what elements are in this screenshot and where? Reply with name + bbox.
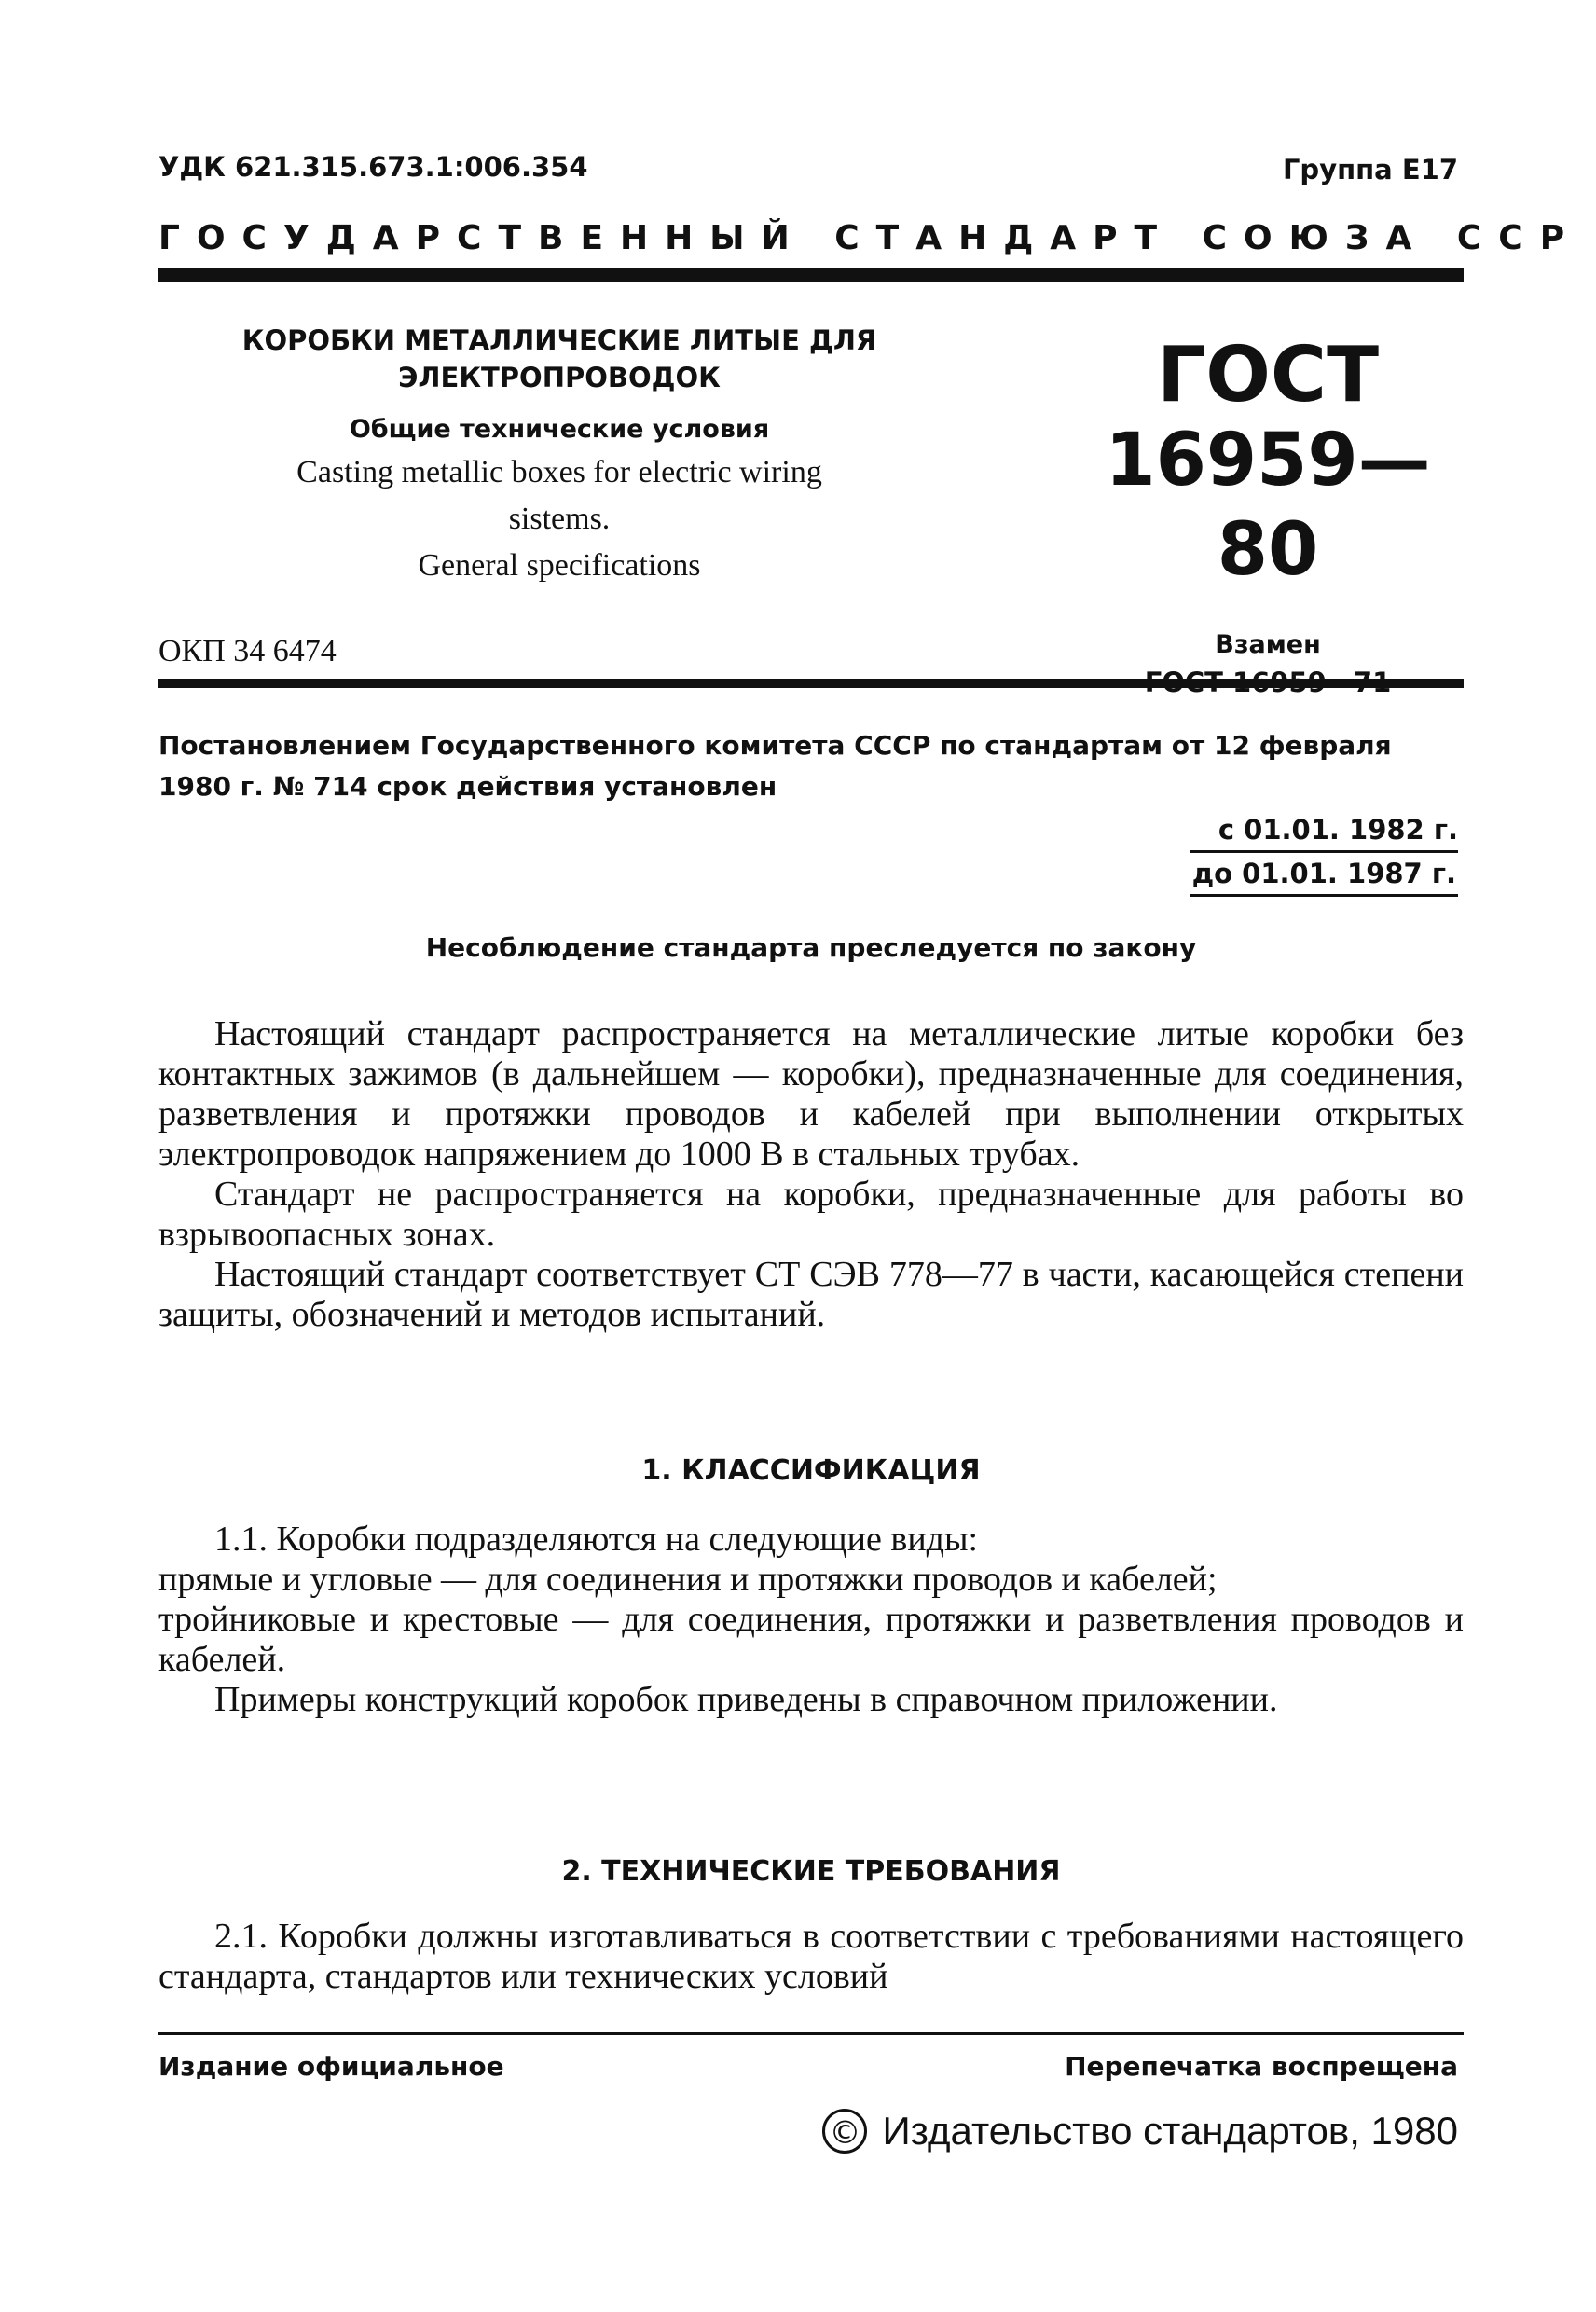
section-1-paragraph: тройниковые и крестовые — для соединения, протяжки и разветвления проводов и кабелей. <box>158 1600 1464 1679</box>
copyright-icon: © <box>822 2109 867 2154</box>
footer-divider <box>158 2032 1464 2035</box>
intro-paragraph: Настоящий стандарт соответствует СТ СЭВ 778—77 в части, касающейся степени защиты, обозначений и методов испытаний. <box>158 1255 1464 1334</box>
section-1-paragraph: 1.1. Коробки подразделяются на следующие виды: <box>214 1520 979 1559</box>
section-2-text <box>158 1917 1464 1997</box>
gost-label: ГОСТ <box>1156 331 1380 420</box>
udk-code: УДК 621.315.673.1:006.354 <box>158 151 588 183</box>
title-ru-line2: ЭЛЕКТРОПРОВОДОК <box>398 362 721 393</box>
title-en-line2: sistems. <box>508 502 611 536</box>
official-edition: Издание официальное <box>158 2051 504 2082</box>
title-en-line3: General specifications <box>418 548 701 583</box>
publisher-name: Издательство стандартов, 1980 <box>882 2109 1458 2153</box>
section-2-heading: 2. ТЕХНИЧЕСКИЕ ТРЕБОВАНИЯ <box>561 1855 1061 1888</box>
section-2-paragraph: 2.1. Коробки должны изготавливаться в соответствии с требованиями настоящего стандарта, стандартов или технических условий <box>158 1917 1464 1996</box>
gost-block <box>1081 331 1454 698</box>
title-ru-line1: КОРОБКИ МЕТАЛЛИЧЕСКИЕ ЛИТЫЕ ДЛЯ <box>241 324 877 356</box>
okp-code: ОКП 34 6474 <box>158 634 337 668</box>
replaces-label: Взамен <box>1215 630 1321 659</box>
title-ru-subtitle: Общие технические условия <box>349 415 770 444</box>
intro-paragraph: Стандарт не распространяется на коробки, предназначенные для работы во взрывоопасных зонах. <box>158 1175 1464 1254</box>
legal-warning: Несоблюдение стандарта преследуется по закону <box>425 932 1197 963</box>
publisher-line <box>822 2109 1458 2154</box>
reprint-notice: Перепечатка воспрещена <box>1065 2051 1458 2082</box>
title-block <box>158 322 960 584</box>
group-code: Группа Е17 <box>1282 154 1458 186</box>
title-en-line1: Casting metallic boxes for electric wiring <box>296 455 822 489</box>
validity-dates <box>1190 809 1458 897</box>
section-1-text <box>158 1520 1464 1720</box>
intro-text <box>158 1014 1464 1335</box>
intro-paragraph: Настоящий стандарт распространяется на металлические литые коробки без контактных зажимов (в дальнейшем — коробки), предназначенные для соединения, разветвления и протяжки проводов и кабелей при выполнении открытых электропроводок напряжением до 1000 В в стальных трубах. <box>158 1014 1464 1174</box>
state-standard-banner: ГОСУДАРСТВЕННЫЙ СТАНДАРТ СОЮЗА ССР <box>158 219 1582 257</box>
decree-text: Постановлением Государственного комитета СССР по стандартам от 12 февраля 1980 г. № 714 срок действия установлен <box>158 730 1392 802</box>
valid-from: с 01.01. 1982 г. <box>1218 814 1458 846</box>
title-divider <box>158 679 1464 688</box>
section-1-paragraph: Примеры конструкций коробок приведены в справочном приложении. <box>214 1680 1278 1719</box>
valid-to: до 01.01. 1987 г. <box>1190 850 1458 897</box>
gost-number: 16959—80 <box>1105 419 1431 592</box>
section-1-heading: 1. КЛАССИФИКАЦИЯ <box>641 1454 981 1487</box>
header-divider <box>158 268 1464 282</box>
section-1-paragraph: прямые и угловые — для соединения и протяжки проводов и кабелей; <box>158 1560 1218 1599</box>
